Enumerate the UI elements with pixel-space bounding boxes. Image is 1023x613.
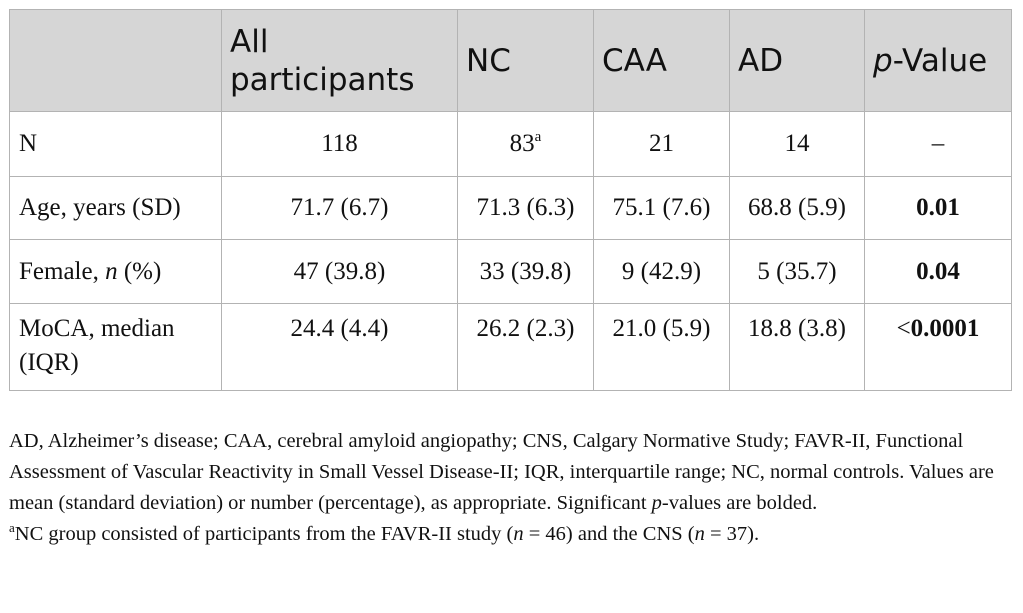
footnote-a <box>9 519 1013 550</box>
cell-caa: 21 <box>594 112 730 177</box>
row-label: MoCA, median (IQR) <box>10 304 222 391</box>
cell-nc-value: 83 <box>509 130 535 157</box>
header-p-rest: -Value <box>892 42 988 79</box>
row-label: N <box>10 112 222 177</box>
cell-p-value <box>865 240 1012 304</box>
cell-caa: 75.1 (7.6) <box>594 177 730 240</box>
cell-all: 47 (39.8) <box>222 240 458 304</box>
cell-ad: 5 (35.7) <box>730 240 865 304</box>
cell-caa: 9 (42.9) <box>594 240 730 304</box>
table-row <box>10 304 1012 391</box>
cell-nc <box>458 112 594 177</box>
abbreviations-tail: -values are bolded. <box>661 492 818 514</box>
cell-ad: 14 <box>730 112 865 177</box>
footnote-text: NC group consisted of participants from the FAVR-II study ( <box>14 523 514 545</box>
header-all-participants: All participants <box>222 10 458 112</box>
cell-nc: 33 (39.8) <box>458 240 594 304</box>
footnote-mark: a <box>9 520 15 535</box>
cell-all: 118 <box>222 112 458 177</box>
header-row <box>10 10 1012 112</box>
participant-characteristics-table <box>9 9 1012 391</box>
footnote-text: = 37). <box>704 523 760 545</box>
footnote-text: = 46) and the CNS ( <box>523 523 695 545</box>
table-container <box>9 9 1011 391</box>
cell-p-value <box>865 304 1012 391</box>
header-ad: AD <box>730 10 865 112</box>
header-empty-cell <box>10 10 222 112</box>
header-caa: CAA <box>594 10 730 112</box>
table-row <box>10 112 1012 177</box>
table-notes <box>9 426 1013 550</box>
table-row <box>10 177 1012 240</box>
abbreviations-italic: p <box>651 492 662 514</box>
row-label <box>10 240 222 304</box>
cell-ad: 68.8 (5.9) <box>730 177 865 240</box>
cell-all: 71.7 (6.7) <box>222 177 458 240</box>
p-value-prefix: < <box>896 315 911 342</box>
cell-ad: 18.8 (3.8) <box>730 304 865 391</box>
table-row <box>10 240 1012 304</box>
cell-p-value: – <box>865 112 1012 177</box>
row-label-italic: n <box>105 257 118 285</box>
cell-nc: 71.3 (6.3) <box>458 177 594 240</box>
header-p-value <box>865 10 1012 112</box>
p-value-bold: 0.0001 <box>910 315 980 342</box>
cell-p-value <box>865 177 1012 240</box>
footnote-italic: n <box>694 523 705 545</box>
footnote-marker: a <box>534 129 542 145</box>
abbreviations-text: AD, Alzheimer’s disease; CAA, cerebral amyloid angiopathy; CNS, Calgary Normative Study; FAVR-II, Functional Assessment of Vascular Reactivity in Small Vessel Disease-II; IQR, interquartile range; NC, normal controls. Values are mean (standard deviation) or number (percentage), as appropriate. Significant <box>9 430 994 514</box>
row-label-part: (%) <box>117 257 162 285</box>
row-label-part: Female, <box>19 257 106 285</box>
header-p-italic: p <box>873 42 893 79</box>
cell-all: 24.4 (4.4) <box>222 304 458 391</box>
p-value-bold: 0.01 <box>916 194 960 221</box>
abbreviations-note <box>9 426 1013 519</box>
header-nc: NC <box>458 10 594 112</box>
p-value-bold: 0.04 <box>916 257 960 285</box>
cell-nc: 26.2 (2.3) <box>458 304 594 391</box>
row-label: Age, years (SD) <box>10 177 222 240</box>
cell-caa: 21.0 (5.9) <box>594 304 730 391</box>
footnote-italic: n <box>513 523 524 545</box>
